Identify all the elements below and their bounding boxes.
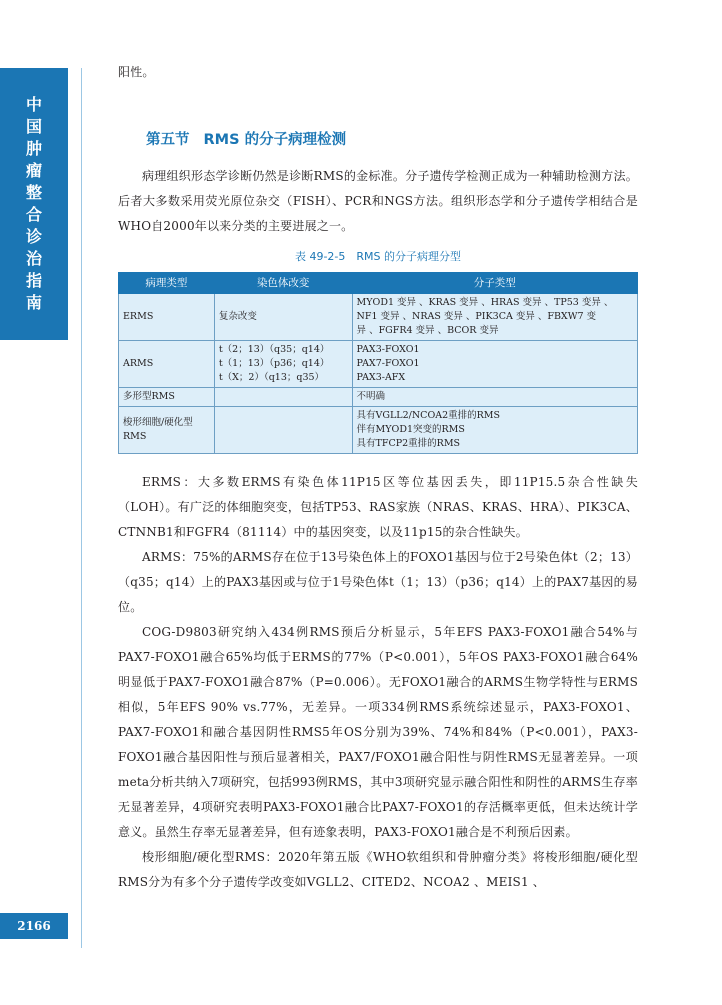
side-char: 整	[25, 183, 42, 202]
side-char: 合	[25, 205, 42, 224]
cell-line: NF1 变异 、NRAS 变异 、PIK3CA 变异 、FBXW7 变	[356, 311, 597, 322]
header-chromosome: 染色体改变	[214, 273, 352, 294]
side-char: 中	[25, 95, 42, 114]
cell-line: MYOD1 变异 、KRAS 变异 、HRAS 变异 、TP53 变异 、	[356, 297, 614, 308]
cell-chromosome	[214, 388, 352, 407]
table-row	[119, 407, 638, 454]
molecular-type-table	[118, 272, 638, 454]
header-pathology-type: 病理类型	[119, 273, 215, 294]
side-char: 治	[25, 249, 42, 268]
cell-line: PAX3-FOXO1	[356, 344, 420, 355]
cell-molecular	[352, 407, 637, 454]
cell-line: 不明确	[356, 391, 386, 402]
section-title-text: RMS 的分子病理检测	[203, 132, 347, 148]
cell-chromosome	[214, 407, 352, 454]
cell-type: ARMS	[119, 341, 215, 388]
chapter-side-tab	[0, 68, 68, 340]
cell-chromosome	[214, 341, 352, 388]
paragraph: ARMS：75%的ARMS存在位于13号染色体上的FOXO1基因与位于2号染色体t（2；13）（q35；q14）上的PAX3基因或与位于1号染色体t（1；13）（p36；q14）上的PAX7基因的易位。	[118, 550, 638, 614]
cell-line: 复杂改变	[218, 311, 257, 322]
section-number: 第五节	[146, 132, 190, 148]
side-char: 诊	[25, 227, 42, 246]
header-molecular-type: 分子类型	[352, 273, 637, 294]
cell-line: t（2；13）（q35；q14）	[218, 344, 330, 355]
cell-line: 伴有MYOD1突变的RMS	[356, 424, 465, 435]
side-char: 国	[25, 117, 42, 136]
cell-line: t（X；2）（q13；q35）	[218, 372, 325, 383]
cell-type: 多形型RMS	[119, 388, 215, 407]
paragraph: 梭形细胞/硬化型RMS：2020年第五版《WHO软组织和骨肿瘤分类》将梭形细胞/硬化型RMS分为有多个分子遗传学改变如VGLL2、CITED2、NCOA2 、MEIS1 、	[118, 850, 638, 889]
table-row	[119, 294, 638, 341]
cell-line: PAX7-FOXO1	[356, 358, 420, 369]
cell-chromosome	[214, 294, 352, 341]
cell-line: 具有VGLL2/NCOA2重排的RMS	[356, 410, 501, 421]
cell-molecular	[352, 341, 637, 388]
table-row	[119, 341, 638, 388]
intro-paragraph-block	[118, 164, 638, 239]
cell-line: 异 、FGFR4 变异 、BCOR 变异	[356, 325, 499, 336]
cell-line: PAX3-AFX	[356, 372, 406, 383]
intro-fragment-block	[118, 60, 638, 85]
cell-type: 梭形细胞/硬化型RMS	[119, 407, 215, 454]
side-char: 南	[25, 293, 42, 312]
cell-line: 具有TFCP2重排的RMS	[356, 438, 461, 449]
side-char: 指	[25, 271, 42, 290]
section-heading	[146, 128, 346, 149]
paragraph: 病理组织形态学诊断仍然是诊断RMS的金标准。分子遗传学检测正成为一种辅助检测方法。后者大多数采用荧光原位杂交（FISH）、PCR和NGS方法。组织形态学和分子遗传学相结合是WHO自2000年以来分类的主要进展之一。	[118, 169, 638, 233]
table-header-row	[119, 273, 638, 294]
cell-molecular	[352, 294, 637, 341]
side-char: 肿	[25, 139, 42, 158]
cell-type: ERMS	[119, 294, 215, 341]
paragraph: ERMS：大多数ERMS有染色体11P15区等位基因丢失，即11P15.5杂合性缺失（LOH）。有广泛的体细胞突变，包括TP53、RAS家族（NRAS、KRAS、HRA）、PIK3CA、CTNNB1和FGFR4（81114）中的基因突变，以及11p15的杂合性缺失。	[118, 475, 638, 539]
side-char: 瘤	[25, 161, 42, 180]
table-row	[119, 388, 638, 407]
page-number: 2166	[0, 913, 68, 939]
table-caption: 表 49-2-5 RMS 的分子病理分型	[294, 250, 462, 263]
cell-molecular	[352, 388, 637, 407]
margin-rule	[81, 68, 82, 948]
paragraph: COG-D9803研究纳入434例RMS预后分析显示，5年EFS PAX3-FOXO1融合54%与PAX7-FOXO1融合65%均低于ERMS的77%（P<0.001），5年OS PAX3-FOXO1融合64%明显低于PAX7-FOXO1融合87%（P=0.006）。无FOXO1融合的ARMS生物学特性与ERMS相似，5年EFS 90% vs.77%，无差异。一项334例RMS系统综述显示，PAX3-FOXO1、PAX7-FOXO1和融合基因阴性RMS5年OS分别为39%、74%和84%（P<0.001），PAX3-FOXO1融合基因阳性与预后显著相关，PAX7/FOXO1融合阳性与阴性RMS无显著差异。一项meta分析共纳入7项研究，包括993例RMS，其中3项研究显示融合阳性和阴性的ARMS生存率无显著差异，4项研究表明PAX3-FOXO1融合比PAX7-FOXO1的存活概率更低，但未达统计学意义。虽然生存率无显著差异，但有迹象表明，PAX3-FOXO1融合是不利预后因素。	[118, 625, 638, 839]
intro-fragment: 阳性。	[118, 65, 155, 79]
body-text	[118, 470, 638, 895]
cell-line: t（1；13）（p36；q14）	[218, 358, 330, 369]
